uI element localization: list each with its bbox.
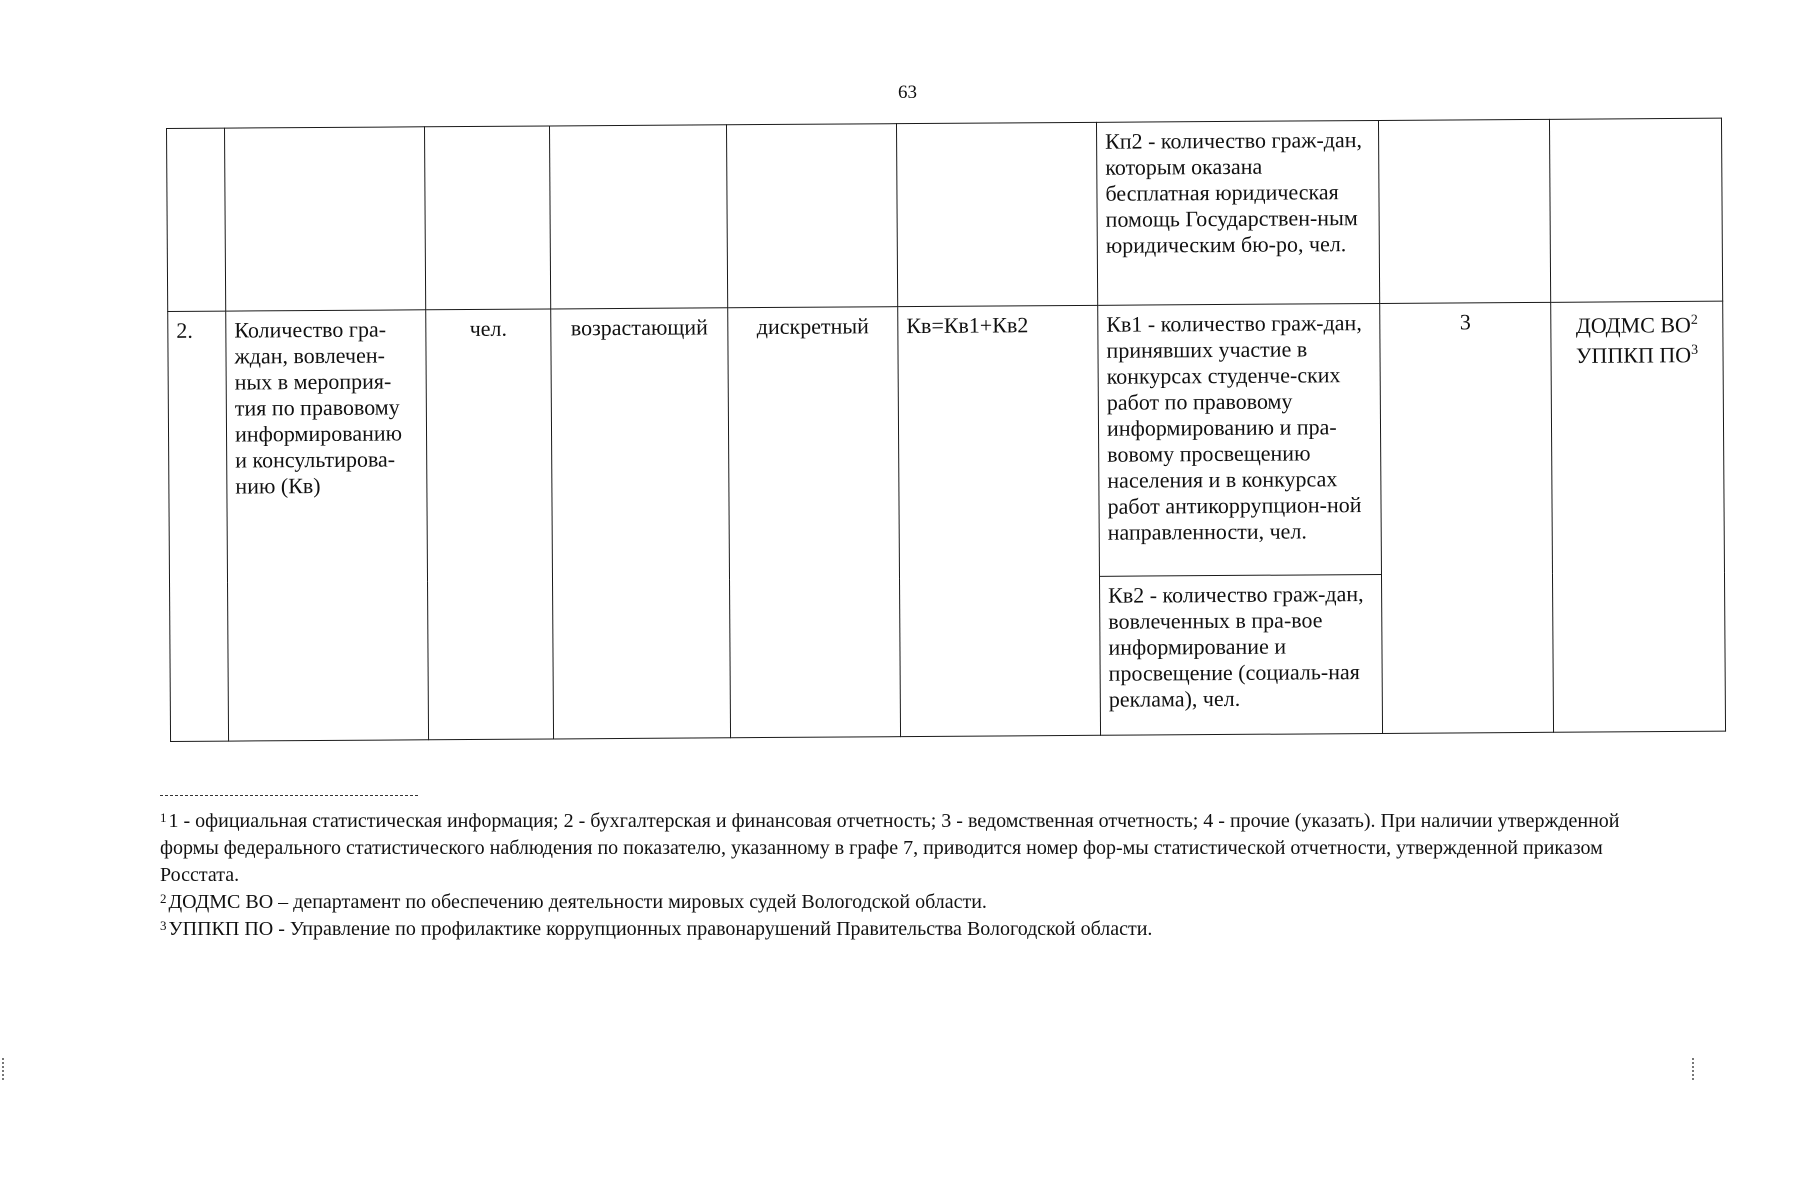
indicator-responsible <box>1551 301 1726 732</box>
indicator-unit: чел. <box>426 309 554 740</box>
cell-component-kp2: Кп2 - количество граж-дан, которым оказана бесплатная юридическая помощь Государствен-ным юридическим бю-ро, чел. <box>1096 120 1379 305</box>
table-row-2 <box>168 301 1725 582</box>
indicator-type: дискретный <box>728 307 901 738</box>
scan-edge-mark-right <box>1692 1058 1696 1080</box>
cell-component-kv2: Кв2 - количество граж-дан, вовлеченных в пра-вое информирование и просвещение (социаль-ная реклама), чел. <box>1099 574 1382 735</box>
footnotes <box>160 795 1638 943</box>
cell-type <box>726 124 897 308</box>
cell-name <box>225 127 426 311</box>
footnote-separator <box>160 795 418 796</box>
page-number: 63 <box>898 82 917 103</box>
indicator-trend: возрастающий <box>551 308 731 739</box>
indicator-formula: Кв=Кв1+Кв2 <box>898 305 1101 736</box>
indicator-name: Количество гра-ждан, вовлечен-ных в мероприя-тия по правовому информированию и консультирова-нию (Кв) <box>226 310 429 741</box>
footnote-3 <box>160 916 1638 943</box>
table-row-continued <box>167 118 1723 311</box>
footnote-ref-2: 2 <box>1690 312 1698 328</box>
footnote-mark-1: 1 <box>160 810 167 825</box>
footnote-text-3: УППКП ПО - Управление по профилактике коррупционных правонарушений Правительства Вологодской области. <box>168 918 1153 940</box>
cell-trend <box>549 125 727 309</box>
scan-edge-mark-left <box>2 1058 6 1080</box>
footnote-2 <box>160 889 1638 916</box>
indicator-table <box>166 118 1726 742</box>
footnote-mark-3: 3 <box>160 918 167 933</box>
cell-responsible <box>1549 118 1722 302</box>
cell-formula <box>896 122 1097 306</box>
footnote-ref-3: 3 <box>1691 343 1699 359</box>
cell-number <box>167 128 226 311</box>
cell-unit <box>424 126 550 310</box>
cell-source <box>1378 119 1550 303</box>
footnote-text-2: ДОДМС ВО – департамент по обеспечению деятельности мировых судей Вологодской области. <box>168 891 987 913</box>
footnote-mark-2: 2 <box>160 891 167 906</box>
footnote-1 <box>160 808 1638 889</box>
responsible-line-2 <box>1559 338 1714 369</box>
responsible-1: ДОДМС ВО <box>1575 312 1691 338</box>
responsible-line-1 <box>1559 308 1714 339</box>
footnote-text-1: 1 - официальная статистическая информация; 2 - бухгалтерская и финансовая отчетность; 3 - ведомственная отчетность; 4 - прочие (указать). При наличии утвержденной формы федерального статистического наблюдения по показателю, указанному в графе 7, приводится номер фор-мы статистической отчетности, утвержденной приказом Росстата. <box>160 810 1620 886</box>
cell-component-kv1: Кв1 - количество граж-дан, принявших участие в конкурсах студенче-ских работ по правовому информированию и пра-вовому просвещению населения и в конкурсах работ антикоррупцион-ной направленности, чел. <box>1098 303 1382 576</box>
indicator-source: 3 <box>1380 302 1554 733</box>
responsible-2: УППКП ПО <box>1575 342 1692 369</box>
row-number: 2. <box>168 311 229 741</box>
